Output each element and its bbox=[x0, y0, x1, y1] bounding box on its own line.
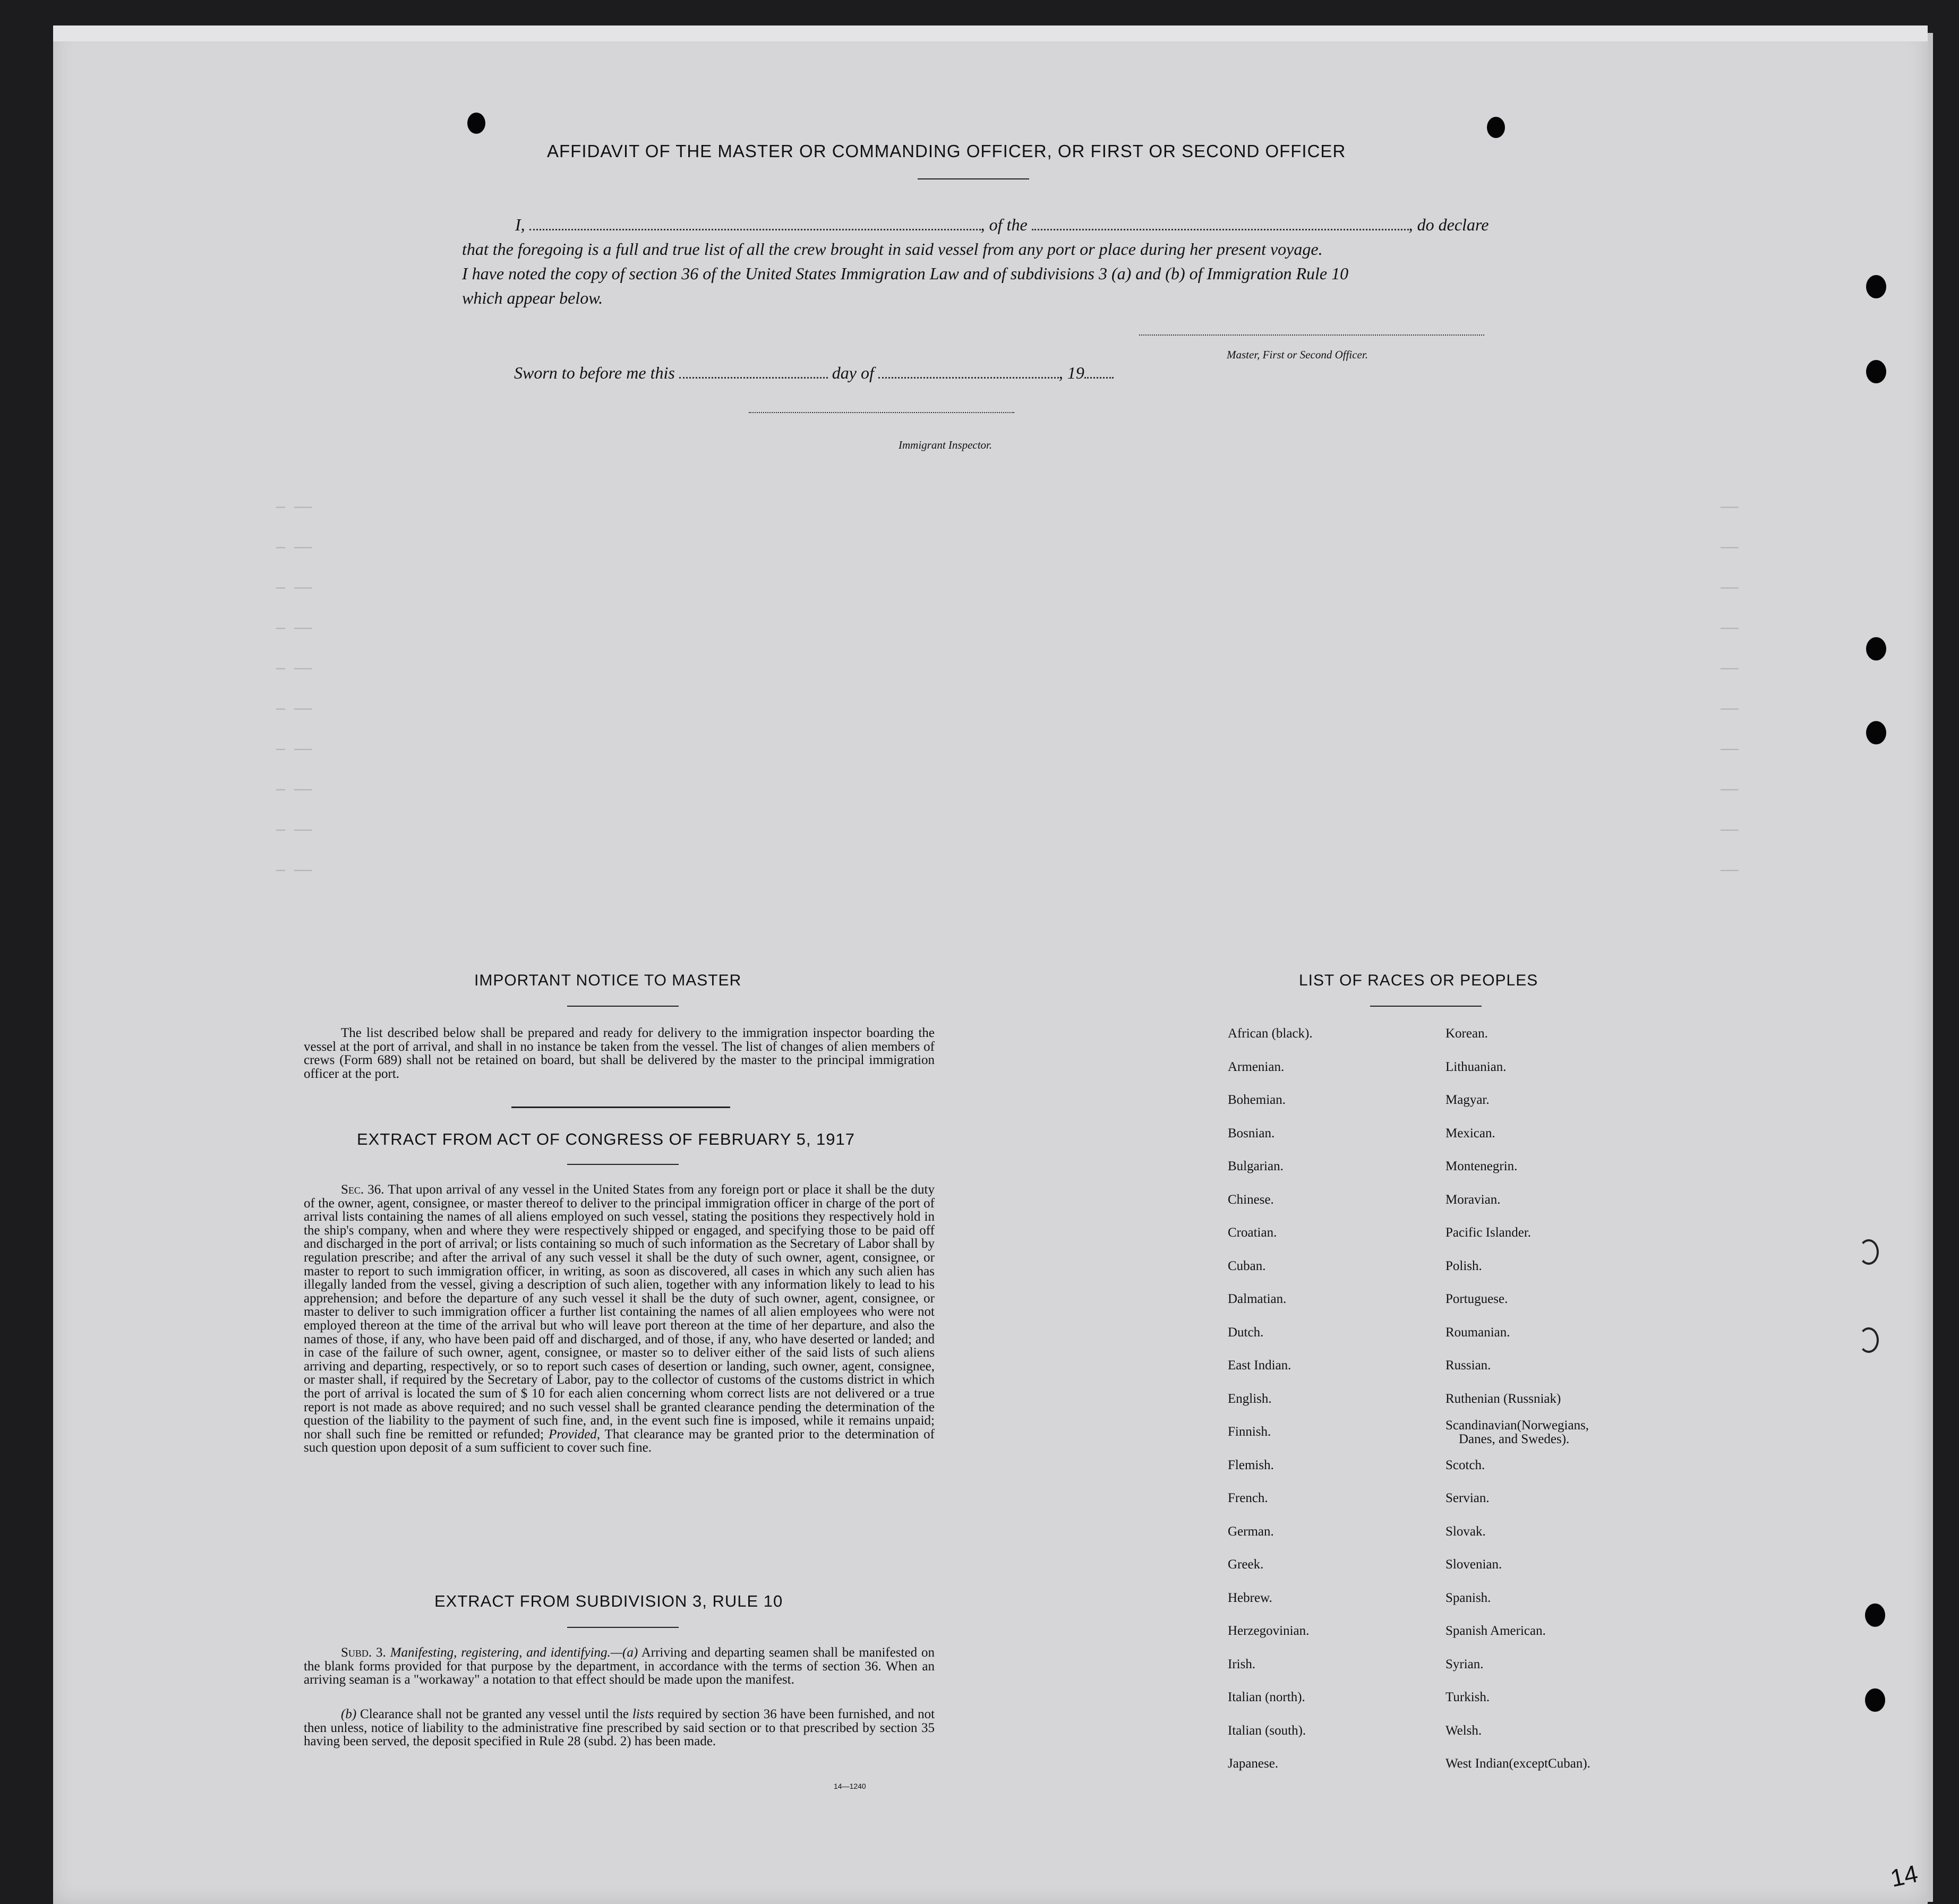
congress-text: Sec. 36. That upon arrival of any vessel in the United States from any foreign port or place it shall be the duty of the owner, agent, consignee, or master thereof to deliver to the principal immigration officer in charge of the port of arrival lists containing the names of all aliens employed on such vessel, stating the positions they respectively hold in the ship's company, when and where they were respectively shipped or engaged, and specifying those to be paid off and discharged in the port of arrival; or lists containing so much of such information as the Secretary of Labor shall by regulation prescribe; and after the arrival of any such vessel it shall be the duty of such owner, agent, consignee, or master to report to such immigration officer, in writing, as soon as discovered, all cases in which any such alien has illegally landed from the vessel, giving a description of such alien, together with any information likely to lead to his apprehension; and before the departure of any such vessel it shall be the duty of such owner, agent, consignee, or master to deliver to such immigration officer a further list containing the names of all alien employees who were not employed thereon at the time of the arrival but who will leave port thereon at the time of her departure, and also the names of those, if any, who have been paid off and discharged, and of those, if any, who have deserted or landed; and in case of the failure of such owner, agent, consignee, or master so to deliver either of the said lists of such aliens arriving and departing, respectively, or so to report such cases of desertion or landing, such owner, agent, consignee, or master shall, if required by the Secretary of Labor, pay to the collector of customs of the customs district in which the port of arrival is located the sum of $ 10 for each alien concerning whom correct lists are not delivered or a true report is not made as above required; and no such vessel shall be granted clearance pending the determination of the question of the liability to the payment of such fine, and, in the event such fine is imposed, while it remains unpaid; nor shall such fine be remitted or refunded; Provided, That clearance may be granted prior to the determination of such question upon deposit of a sum sufficient to cover such fine. bbox=[304, 1182, 935, 1455]
punch-hole bbox=[1866, 637, 1886, 661]
day-of-label: day of bbox=[832, 363, 874, 382]
affidavit-title-rule bbox=[918, 178, 1029, 179]
race-item: French. bbox=[1228, 1491, 1268, 1505]
sec-36-label: Sec. 36. bbox=[341, 1182, 384, 1197]
punch-hole bbox=[1487, 117, 1505, 138]
race-item: Greek. bbox=[1228, 1557, 1264, 1572]
subd-3-label: Subd. 3. bbox=[341, 1645, 386, 1660]
master-signature-label: Master, First or Second Officer. bbox=[1227, 348, 1368, 361]
of-the-label: , of the bbox=[980, 215, 1028, 234]
race-item: Scandinavian(Norwegians, Danes, and Swedes). bbox=[1445, 1418, 1589, 1446]
sworn-line bbox=[514, 363, 1114, 383]
race-item: East Indian. bbox=[1228, 1358, 1291, 1373]
race-item: Chinese. bbox=[1228, 1192, 1274, 1207]
race-item: African (black). bbox=[1228, 1026, 1313, 1041]
race-item: Croatian. bbox=[1228, 1225, 1277, 1240]
race-item: Servian. bbox=[1445, 1491, 1490, 1505]
do-declare-label: , do declare bbox=[1408, 215, 1489, 234]
race-item: Bulgarian. bbox=[1228, 1159, 1284, 1173]
rule10-title-rule bbox=[567, 1627, 679, 1628]
lists-word: lists bbox=[632, 1707, 654, 1721]
congress-title-rule bbox=[567, 1164, 679, 1165]
races-title: LIST OF RACES OR PEOPLES bbox=[1299, 972, 1538, 989]
sworn-month-field[interactable] bbox=[878, 377, 1059, 379]
race-item: Italian (north). bbox=[1228, 1690, 1305, 1704]
race-item: Mexican. bbox=[1445, 1126, 1495, 1140]
race-item: Montenegrin. bbox=[1445, 1159, 1518, 1173]
race-item: Lithuanian. bbox=[1445, 1059, 1507, 1074]
notice-title-rule bbox=[567, 1006, 679, 1007]
congress-title: EXTRACT FROM ACT OF CONGRESS OF FEBRUARY 5, 1917 bbox=[357, 1130, 856, 1148]
punch-hole bbox=[467, 113, 485, 134]
year-prefix: , 19 bbox=[1058, 363, 1084, 382]
punch-hole bbox=[1866, 275, 1886, 298]
race-item: Spanish. bbox=[1445, 1590, 1491, 1605]
races-title-rule bbox=[1370, 1006, 1482, 1007]
punch-hole bbox=[1859, 1239, 1879, 1265]
race-item: Herzegovinian. bbox=[1228, 1624, 1310, 1638]
notice-divider bbox=[511, 1107, 730, 1108]
bleed-through-column-right: ── ── ── ── ── ── ── ── ── ── bbox=[1721, 500, 1739, 880]
race-item: Roumanian. bbox=[1445, 1325, 1510, 1340]
races-column-2 bbox=[1445, 1017, 1590, 1781]
race-item: Scotch. bbox=[1445, 1457, 1485, 1472]
race-item: Finnish. bbox=[1228, 1425, 1271, 1439]
race-item: Hebrew. bbox=[1228, 1590, 1272, 1605]
race-item: English. bbox=[1228, 1391, 1272, 1406]
declaration-line-3: I have noted the copy of section 36 of the United States Immigration Law and of subdivisions 3 (a) and (b) of Immigration Rule 10 bbox=[462, 264, 1349, 283]
race-item: Syrian. bbox=[1445, 1657, 1484, 1671]
race-item: Dalmatian. bbox=[1228, 1292, 1287, 1306]
declaration-line-4: which appear below. bbox=[462, 288, 603, 307]
races-column-1 bbox=[1228, 1017, 1313, 1781]
officer-name-field[interactable] bbox=[529, 229, 981, 230]
race-item: Irish. bbox=[1228, 1657, 1256, 1671]
race-item: Magyar. bbox=[1445, 1093, 1490, 1107]
notice-title: IMPORTANT NOTICE TO MASTER bbox=[474, 972, 742, 989]
page-number: 14 bbox=[1888, 1859, 1921, 1892]
race-item: Portuguese. bbox=[1445, 1292, 1508, 1306]
top-edge bbox=[53, 25, 1928, 41]
punch-hole bbox=[1865, 1603, 1885, 1627]
declaration-line-1 bbox=[515, 212, 1543, 237]
affidavit-title: AFFIDAVIT OF THE MASTER OR COMMANDING OFFICER, OR FIRST OR SECOND OFFICER bbox=[547, 141, 1346, 161]
vessel-name-field[interactable] bbox=[1032, 229, 1409, 230]
inspector-label: Immigrant Inspector. bbox=[899, 439, 993, 451]
sworn-label: Sworn to before me this bbox=[514, 363, 675, 382]
form-number: 14—1240 bbox=[834, 1782, 866, 1790]
race-item: Polish. bbox=[1445, 1258, 1482, 1273]
race-item: Slovak. bbox=[1445, 1524, 1486, 1539]
sworn-day-field[interactable] bbox=[679, 377, 828, 379]
race-item: Slovenian. bbox=[1445, 1557, 1502, 1572]
race-item: Armenian. bbox=[1228, 1059, 1285, 1074]
race-item: German. bbox=[1228, 1524, 1274, 1539]
race-item: Welsh. bbox=[1445, 1723, 1482, 1738]
race-item: Turkish. bbox=[1445, 1690, 1490, 1704]
race-item: Bosnian. bbox=[1228, 1126, 1275, 1140]
race-item: Korean. bbox=[1445, 1026, 1488, 1041]
race-item: Ruthenian (Russniak) bbox=[1445, 1391, 1561, 1406]
rule10-text-b: (b) Clearance shall not be granted any vessel until the lists required by section 36 have been furnished, and not then unless, notice of liability to the administrative fine prescribed by said section or to that prescribed by section 35 having been served, the deposit specified in Rule 28 (subd. 2) has been made. bbox=[304, 1707, 935, 1749]
race-item: Spanish American. bbox=[1445, 1624, 1546, 1638]
race-item: Dutch. bbox=[1228, 1325, 1264, 1340]
rule10-title: EXTRACT FROM SUBDIVISION 3, RULE 10 bbox=[434, 1592, 783, 1610]
punch-hole bbox=[1866, 721, 1886, 744]
sworn-year-field[interactable] bbox=[1084, 377, 1114, 379]
race-item: Japanese. bbox=[1228, 1756, 1279, 1771]
race-item: Pacific Islander. bbox=[1445, 1225, 1532, 1240]
inspector-signature-field[interactable] bbox=[749, 412, 1014, 413]
race-item: Moravian. bbox=[1445, 1192, 1501, 1207]
punch-hole bbox=[1865, 1688, 1885, 1712]
master-signature-field[interactable] bbox=[1139, 335, 1484, 336]
i-label: I, bbox=[515, 215, 525, 234]
race-item: Italian (south). bbox=[1228, 1723, 1306, 1738]
punch-hole bbox=[1859, 1327, 1879, 1353]
provided-label: Provided, bbox=[549, 1427, 601, 1442]
bleed-through-column-left: ─ ── ─ ── ─ ── ─ ── ─ ── ─ ── ─ ── ─ ── ─ ── ─ ── bbox=[276, 500, 312, 880]
rule10-text-a: Subd. 3. Manifesting, registering, and identifying.—(a) Arriving and departing seamen shall be manifested on the blank forms provided for that purpose by the department, in accordance with the terms of section 36. When an arriving seaman is a "workaway" a notation to that effect should be made upon the manifest. bbox=[304, 1645, 935, 1687]
race-item: Russian. bbox=[1445, 1358, 1491, 1373]
race-item: West Indian(exceptCuban). bbox=[1445, 1756, 1590, 1771]
notice-text: The list described below shall be prepared and ready for delivery to the immigration inspector boarding the vessel at the port of arrival, and shall in no instance be taken from the vessel. The list of changes of alien members of crews (Form 689) shall not be retained on board, but shall be delivered by the master to the principal immigration officer at the port. bbox=[304, 1026, 935, 1081]
punch-hole bbox=[1866, 360, 1886, 383]
race-item: Flemish. bbox=[1228, 1457, 1274, 1472]
race-item: Bohemian. bbox=[1228, 1093, 1286, 1107]
declaration-line-2: that the foregoing is a full and true list of all the crew brought in said vessel from any port or place during her present voyage. bbox=[462, 239, 1323, 259]
race-item: Cuban. bbox=[1228, 1258, 1266, 1273]
b-label: (b) bbox=[341, 1707, 357, 1721]
rule10-heading: Manifesting, registering, and identifying.—(a) bbox=[390, 1645, 638, 1660]
